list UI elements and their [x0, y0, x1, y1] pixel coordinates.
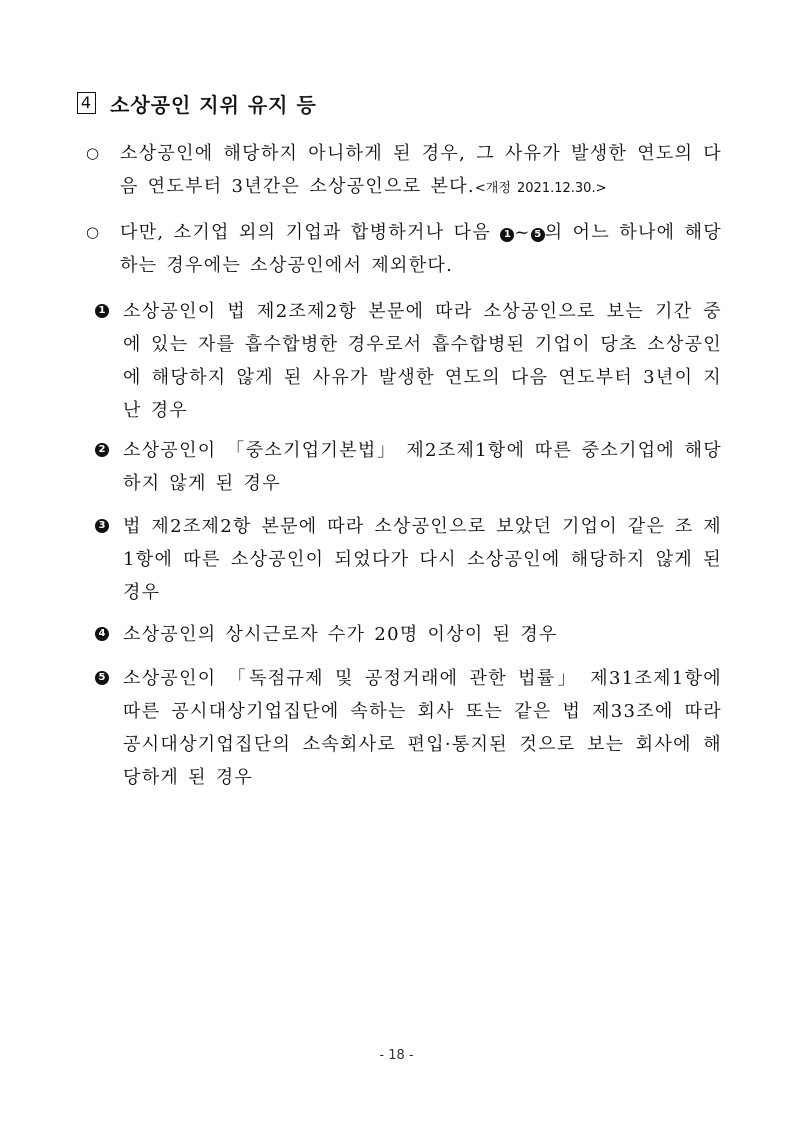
- paragraph-2-text-before: 다만, 소기업 외의 기업과 합병하거나 다음: [120, 222, 501, 243]
- list-item-3: [95, 510, 722, 609]
- list-item-2: [95, 434, 722, 500]
- item-number-badge: 3: [95, 519, 109, 533]
- list-item-text: 법 제2조제2항 본문에 따라 소상공인으로 보았던 기업이 같은 조 제1항에 따른 소상공인이 되었다가 다시 소상공인에 해당하지 않게 된 경우: [123, 516, 722, 603]
- list-item-text: 소상공인이 법 제2조제2항 본문에 따라 소상공인으로 보는 기간 중에 있는 자를 흡수합병한 경우로서 흡수합병된 기업이 당초 소상공인에 해당하지 않게 된 사유가 발생한 연도의 다음 연도부터 3년이 지난 경우: [123, 301, 723, 421]
- list-item-5: [95, 662, 722, 794]
- item-number-badge: 5: [95, 671, 109, 685]
- amendment-note: <개정 2021.12.30.>: [474, 181, 607, 196]
- item-number-badge: 4: [95, 627, 109, 641]
- range-separator: ~: [514, 222, 531, 243]
- range-end-number: 5: [531, 228, 545, 242]
- list-item-text: 소상공인이 「독점규제 및 공정거래에 관한 법률」 제31조제1항에 따른 공시대상기업집단에 속하는 회사 또는 같은 법 제33조에 따라 공시대상기업집단의 소속회사로 편입·통지된 것으로 보는 회사에 해당하게 된 경우: [123, 668, 722, 788]
- page-number: - 18 -: [379, 1048, 414, 1063]
- list-item-text: 소상공인의 상시근로자 수가 20명 이상이 된 경우: [123, 624, 558, 645]
- section-title: 소상공인 지위 유지 등: [110, 92, 317, 117]
- paragraph-1-text: 소상공인에 해당하지 아니하게 된 경우, 그 사유가 발생한 연도의 다음 연도부터 3년간은 소상공인으로 본다.: [120, 143, 722, 197]
- paragraph-1: [82, 137, 722, 205]
- paragraph-2-text-after: 의 어느 하나에 해당하는 경우에는 소상공인에서 제외한다.: [120, 222, 722, 276]
- list-item-4: [95, 618, 722, 651]
- range-start-number: 1: [500, 228, 514, 242]
- bullet-marker: ○: [86, 223, 100, 241]
- item-number-badge: 1: [95, 304, 109, 318]
- section-number-box: 4: [77, 92, 96, 114]
- list-item-text: 소상공인이 「중소기업기본법」 제2조제1항에 따른 중소기업에 해당하지 않게 된 경우: [123, 440, 722, 494]
- section-heading: [77, 88, 317, 118]
- paragraph-2: [82, 216, 722, 282]
- bullet-marker: ○: [86, 144, 100, 162]
- item-number-badge: 2: [95, 443, 109, 457]
- list-item-1: [95, 295, 722, 427]
